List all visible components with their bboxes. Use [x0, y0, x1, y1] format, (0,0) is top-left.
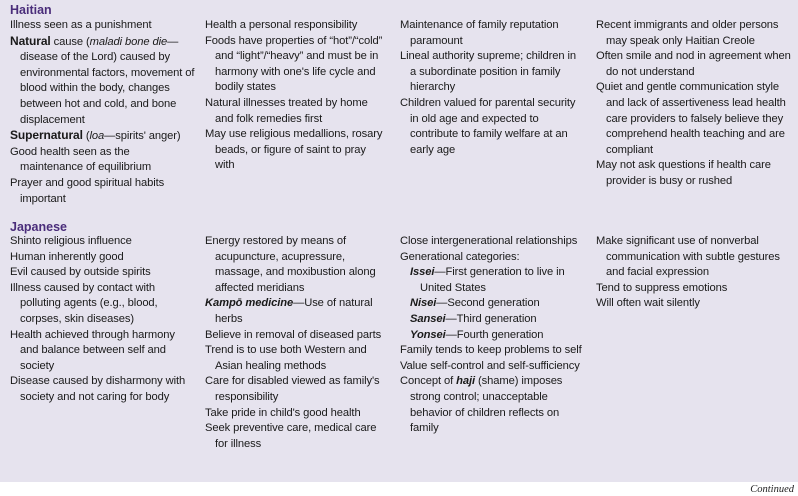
list-item: Believe in removal of diseased parts: [205, 328, 382, 341]
list-item: Quiet and gentle communication style and lack of assertiveness lead health care providers to falsely believe they comprehend health teaching and are compliant: [596, 81, 786, 156]
list-item: Disease caused by disharmony with society and not caring for body: [10, 375, 186, 403]
section-title-japanese: Japanese: [10, 220, 67, 234]
list-item: Good health seen as the maintenance of equilibrium: [10, 145, 152, 174]
japanese-practices-column: [205, 234, 385, 452]
generation-item: Yonsei—Fourth generation: [410, 328, 544, 341]
list-item: Natural cause (maladi bone die—disease of the Lord) caused by environmental factors, movement of blood within the body, changes between hot and cold, and bone displacement: [10, 33, 195, 126]
list-item: Health achieved through harmony and balance between self and society: [10, 328, 175, 372]
list-item: Generational categories:: [400, 250, 520, 263]
list-item: Evil caused by outside spirits: [10, 266, 151, 279]
list-item: Illness caused by contact with polluting agents (e.g., blood, corpses, skin diseases): [10, 281, 158, 325]
list-item: Recent immigrants and older persons may speak only Haitian Creole: [596, 19, 779, 47]
list-item: Take pride in child's good health: [205, 406, 361, 419]
list-item: Illness seen as a punishment: [10, 19, 152, 31]
list-item: Close intergenerational relationships: [400, 235, 578, 247]
list-item: Shinto religious influence: [10, 235, 132, 247]
list-item: Trend is to use both Western and Asian healing methods: [205, 344, 367, 372]
list-item: Supernatural (loa—spirits' anger): [10, 128, 181, 143]
list-item: Children valued for parental security in old age and expected to contribute to family welfare at an early age: [400, 96, 576, 156]
list-item: Lineal authority supreme; children in a subordinate position in family hierarchy: [400, 50, 577, 94]
haitian-beliefs-column: [10, 18, 195, 207]
list-item: May use religious medallions, rosary beads, or figure of saint to pray with: [205, 128, 383, 172]
list-item: Natural illnesses treated by home and folk remedies first: [205, 96, 368, 125]
list-item: Energy restored by means of acupuncture, acupressure, massage, and moxibustion along affected meridians: [205, 235, 376, 294]
list-item: Care for disabled viewed as family's responsibility: [205, 375, 380, 403]
generation-item: Sansei—Third generation: [410, 312, 537, 325]
list-item: Tend to suppress emotions: [596, 281, 728, 294]
list-item: Make significant use of nonverbal communication with subtle gestures and facial expression: [596, 235, 780, 279]
section-title-haitian: Haitian: [10, 3, 52, 17]
haitian-practices-column: [205, 18, 385, 174]
japanese-communication-column: [596, 234, 791, 312]
list-item: Seek preventive care, medical care for illness: [205, 422, 377, 450]
list-item: May not ask questions if health care provider is busy or rushed: [596, 159, 771, 187]
list-item: Family tends to keep problems to self: [400, 344, 582, 357]
list-item: Value self-control and self-sufficiency: [400, 359, 580, 372]
list-item: Concept of haji (shame) imposes strong control; unacceptable behavior of children reflects on family: [400, 375, 563, 435]
generation-item: Issei—First generation to live in United States: [410, 266, 565, 294]
japanese-family-column: [400, 234, 585, 437]
continued-label: Continued: [750, 484, 794, 495]
list-item: Will often wait silently: [596, 297, 700, 310]
japanese-beliefs-column: [10, 234, 195, 406]
generation-item: Nisei—Second generation: [410, 297, 540, 310]
list-item: Foods have properties of “hot”/“cold” and “light”/“heavy” and must be in harmony with one's life cycle and bodily states: [205, 34, 383, 94]
list-item: Human inherently good: [10, 250, 124, 263]
list-item: Often smile and nod in agreement when do not understand: [596, 50, 791, 78]
haitian-communication-column: [596, 18, 794, 190]
list-item: Health a personal responsibility: [205, 19, 358, 31]
list-item: Maintenance of family reputation paramount: [400, 19, 559, 47]
list-item: Kampō medicine—Use of natural herbs: [205, 297, 373, 325]
haitian-family-column: [400, 18, 580, 158]
list-item: Prayer and good spiritual habits important: [10, 176, 165, 205]
